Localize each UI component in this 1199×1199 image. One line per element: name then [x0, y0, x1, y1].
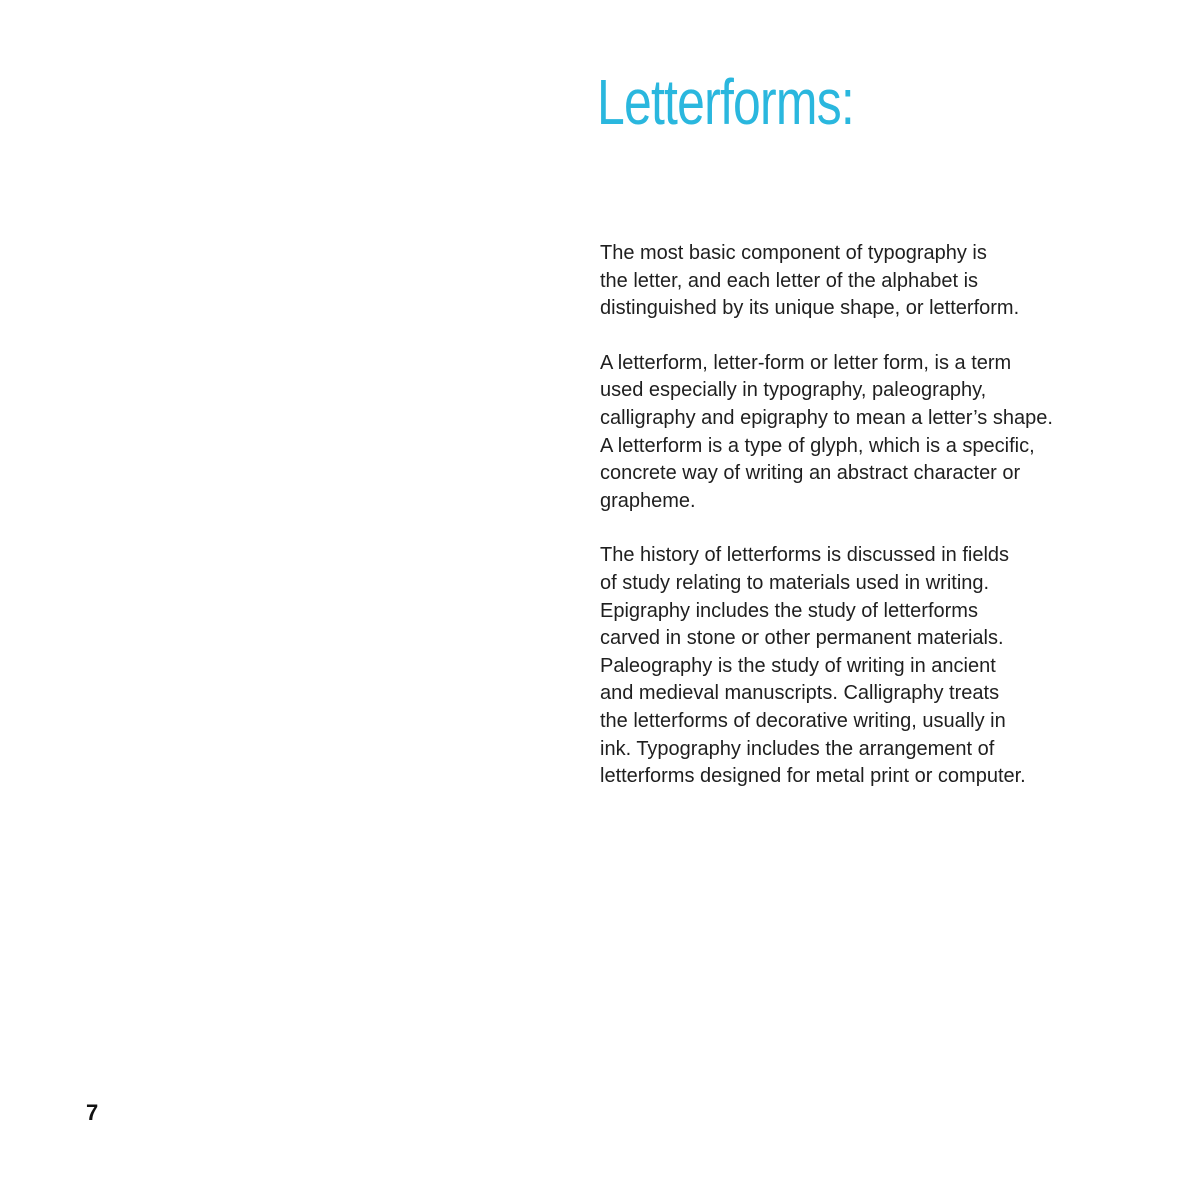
paragraph-intro [600, 240, 1160, 323]
paragraph-line: and medieval manuscripts. Calligraphy treats [600, 682, 1000, 705]
paragraph-line: concrete way of writing an abstract character or [600, 462, 1021, 485]
paragraph-line: Epigraphy includes the study of letterforms [600, 599, 978, 622]
paragraph-line: The most basic component of typography is [600, 242, 987, 264]
page-title: Letterforms: [597, 66, 854, 138]
paragraph-line: A letterform, letter-form or letter form, is a term [600, 351, 1012, 374]
paragraph-line: the letter, and each letter of the alphabet is [600, 269, 979, 292]
paragraph-line: Paleography is the study of writing in ancient [600, 654, 996, 677]
paragraph-line: The history of letterforms is discussed in fields [600, 544, 1010, 567]
page-number: 7 [86, 1100, 99, 1125]
paragraph-line: the letterforms of decorative writing, usually in [600, 709, 1006, 732]
paragraph-line: letterforms designed for metal print or computer. [600, 765, 1026, 788]
paragraph-definition [600, 350, 1160, 516]
paragraph-line: used especially in typography, paleography, [600, 379, 987, 402]
paragraph-line: of study relating to materials used in writing. [600, 571, 990, 594]
paragraph-line: distinguished by its unique shape, or letterform. [600, 297, 1020, 320]
paragraph-line: A letterform is a type of glyph, which is a specific, [600, 434, 1035, 457]
paragraph-line: calligraphy and epigraphy to mean a letter’s shape. [600, 406, 1053, 429]
paragraph-line: ink. Typography includes the arrangement of [600, 737, 995, 760]
body-text [600, 240, 1160, 818]
paragraph-line: grapheme. [600, 489, 696, 512]
paragraph-line: carved in stone or other permanent materials. [600, 627, 1004, 650]
paragraph-history [600, 542, 1160, 790]
